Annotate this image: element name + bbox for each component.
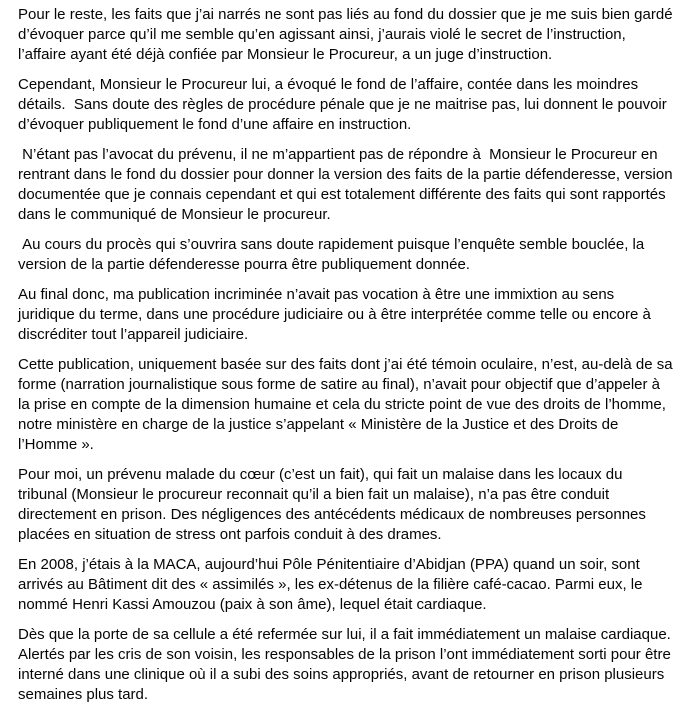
paragraph-8: En 2008, j’étais à la MACA, aujourd’hui Pôle Pénitentiaire d’Abidjan (PPA) quand un soir, sont arrivés au Bâtiment dit des « assimilés », les ex-détenus de la filière café-cacao. Parmi eux, le nommé Henri Kassi Amouzou (paix à son âme), lequel était cardiaque. xyxy=(18,556,647,613)
paragraph-1: Pour le reste, les faits que j’ai narrés ne sont pas liés au fond du dossier que je me suis bien gardé d’évoquer parce qu’il me semble qu’en agissant ainsi, j’aurais violé le secret de l’instruction, l’affaire ayant été déjà confiée par Monsieur le Procureur, a un juge d’instruction. xyxy=(18,6,677,63)
paragraph-3: N’étant pas l’avocat du prévenu, il ne m’appartient pas de répondre à Monsieur le Procureur en rentrant dans le fond du dossier pour donner la version des faits de la partie défenderesse, version documentée que je connais cependant et qui est totalement différente des faits qui sont rapportés dans le communiqué de Monsieur le procureur. xyxy=(18,146,677,223)
paragraph-9: Dès que la porte de sa cellule a été refermée sur lui, il a fait immédiatement un malaise cardiaque. Alertés par les cris de son voisin, les responsables de la prison l’ont immédiatement sorti pour être interné dans une clinique où il a subi des soins appropriés, avant de retourner en prison plusieurs semaines plus tard. xyxy=(18,626,675,703)
paragraph-6: Cette publication, uniquement basée sur des faits dont j’ai été témoin oculaire, n’est, au-delà de sa forme (narration journalistique sous forme de satire au final), n’avait pour objectif que d’appeler à la prise en compte de la dimension humaine et cela du stricte point de vue des droits de l’homme, notre ministère en charge de la justice s’appelant « Ministère de la Justice et des Droits de l’Homme ». xyxy=(18,356,677,453)
post-body xyxy=(18,5,677,705)
paragraph-5: Au final donc, ma publication incriminée n’avait pas vocation à être une immixtion au sens juridique du terme, dans une procédure judiciaire ou à être interprétée comme telle ou encore à discréditer tout l’appareil judiciaire. xyxy=(18,286,656,343)
paragraph-2: Cependant, Monsieur le Procureur lui, a évoqué le fond de l’affaire, contée dans les moindres détails. Sans doute des règles de procédure pénale que je ne maitrise pas, lui donnent le pouvoir d’évoquer publiquement le fond d’une affaire en instruction. xyxy=(18,76,671,133)
paragraph-4: Au cours du procès qui s’ouvrira sans doute rapidement puisque l’enquête semble bouclée, la version de la partie défenderesse pourra être publiquement donnée. xyxy=(18,236,649,273)
paragraph-7: Pour moi, un prévenu malade du cœur (c’est un fait), qui fait un malaise dans les locaux du tribunal (Monsieur le procureur reconnait qu’il a bien fait un malaise), n’a pas être conduit directement en prison. Des négligences des antécédents médicaux de nombreuses personnes placées en situation de stress ont parfois conduit à des drames. xyxy=(18,466,651,543)
